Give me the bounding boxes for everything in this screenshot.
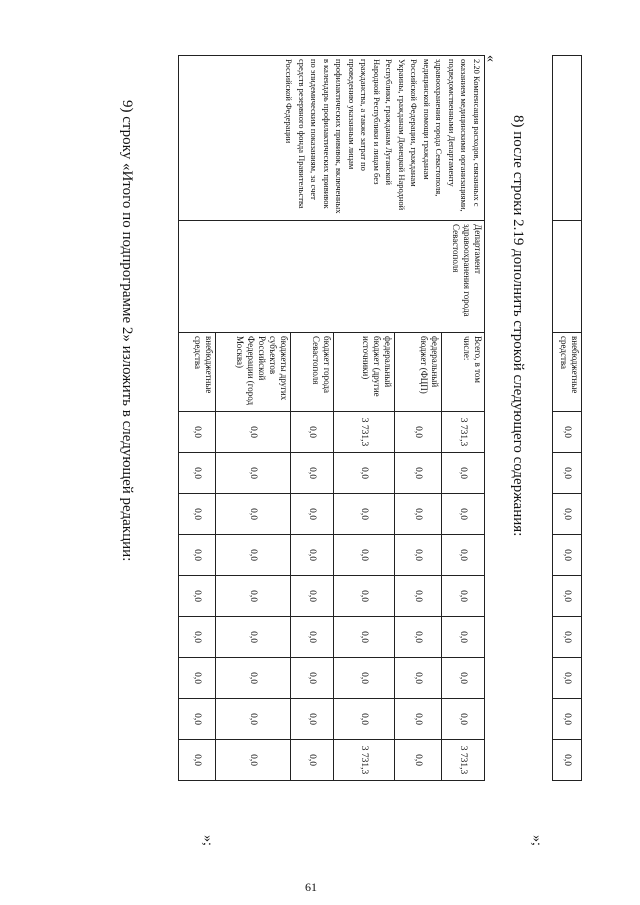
value-cell: 0,0 — [442, 658, 485, 699]
value-cell: 0,0 — [334, 535, 395, 576]
value-cell: 0,0 — [216, 535, 291, 576]
value-cell: 0,0 — [553, 494, 582, 535]
value-cell: 3 731,3 — [442, 412, 485, 453]
value-cell: 0,0 — [553, 535, 582, 576]
value-cell: 0,0 — [216, 576, 291, 617]
table-row — [553, 56, 582, 781]
value-cell: 0,0 — [179, 658, 216, 699]
value-cell: 0,0 — [442, 699, 485, 740]
value-cell: 0,0 — [553, 658, 582, 699]
value-cell: 0,0 — [291, 617, 334, 658]
value-cell: 0,0 — [553, 740, 582, 781]
value-cell: 0,0 — [334, 617, 395, 658]
value-cell: 0,0 — [553, 699, 582, 740]
value-cell: 0,0 — [334, 494, 395, 535]
value-cell: 0,0 — [442, 494, 485, 535]
value-cell: 0,0 — [179, 412, 216, 453]
value-cell: 0,0 — [442, 535, 485, 576]
value-cell: 0,0 — [395, 576, 442, 617]
source-label: внебюджетные средства — [179, 333, 216, 412]
value-cell: 0,0 — [395, 740, 442, 781]
value-cell: 0,0 — [395, 535, 442, 576]
value-cell: 0,0 — [334, 658, 395, 699]
value-cell: 0,0 — [216, 617, 291, 658]
value-cell: 0,0 — [216, 453, 291, 494]
value-cell: 0,0 — [395, 658, 442, 699]
value-cell: 0,0 — [291, 658, 334, 699]
source-label: бюджеты других субъектов Российской Федерации (город Москва) — [216, 333, 291, 412]
value-cell: 0,0 — [334, 453, 395, 494]
value-cell: 0,0 — [442, 576, 485, 617]
value-cell: 0,0 — [395, 617, 442, 658]
value-cell: 0,0 — [291, 699, 334, 740]
value-cell: 3 731,3 — [442, 740, 485, 781]
value-cell: 0,0 — [334, 699, 395, 740]
value-cell: 0,0 — [179, 494, 216, 535]
value-cell: 0,0 — [179, 617, 216, 658]
row-2-20-table — [178, 55, 485, 781]
table-row — [442, 56, 485, 781]
heading-item-8: 8) после строки 2.19 дополнить строкой следующего содержания: — [510, 115, 526, 537]
value-cell: 0,0 — [442, 617, 485, 658]
value-cell: 0,0 — [395, 494, 442, 535]
value-cell: 0,0 — [395, 453, 442, 494]
closing-quote-top: »; — [529, 835, 544, 846]
value-cell: 3 731,3 — [334, 412, 395, 453]
value-cell: 0,0 — [179, 453, 216, 494]
value-cell: 0,0 — [395, 699, 442, 740]
value-cell: 0,0 — [216, 412, 291, 453]
source-label: бюджет города Севастополя — [291, 333, 334, 412]
value-cell: 0,0 — [179, 699, 216, 740]
heading-item-9: 9) строку «Итого по подпрограмме 2» изложить в следующей редакции: — [119, 100, 135, 562]
source-label: Всего, в том числе: — [442, 333, 485, 412]
value-cell: 0,0 — [216, 699, 291, 740]
value-cell: 0,0 — [553, 617, 582, 658]
measure-name-cell: 2.20 Компенсация расходов, связанных с оказанием медицинскими организациями, подведомственными Департаменту здравоохранения города Севастополя, медицинской помощи гражданам Российской Федерации, гражданам Украины, гражданам Донецкой Народной Республики, гражданам Луганской Народной Республики и лицам без гражданства, а также затрат по проведению указанным лицам профилактических прививок, включенных в календарь профилактических прививок по эпидемическим показаниям, за счет средств резервного фонда Правительства Российской Федерации — [179, 56, 485, 221]
value-cell: 0,0 — [553, 412, 582, 453]
value-cell: 0,0 — [334, 576, 395, 617]
value-cell: 0,0 — [291, 740, 334, 781]
value-cell: 0,0 — [216, 494, 291, 535]
value-cell: 0,0 — [291, 453, 334, 494]
source-cell: внебюджетные средства — [553, 333, 582, 412]
value-cell: 0,0 — [179, 535, 216, 576]
executor-cell: Департамент здравоохранения города Севастополя — [179, 221, 485, 333]
value-cell: 0,0 — [553, 453, 582, 494]
name-cell — [553, 56, 582, 221]
value-cell: 0,0 — [291, 535, 334, 576]
value-cell: 0,0 — [442, 453, 485, 494]
value-cell: 0,0 — [216, 658, 291, 699]
opening-quote: « — [483, 55, 498, 62]
source-label: федеральный бюджет (другие источники) — [334, 333, 395, 412]
value-cell: 0,0 — [291, 576, 334, 617]
source-label: федеральный бюджет (ФЦП) — [395, 333, 442, 412]
value-cell: 0,0 — [291, 494, 334, 535]
closing-quote-bottom: »; — [200, 835, 215, 846]
value-cell: 3 731,3 — [334, 740, 395, 781]
page-number: 61 — [305, 880, 317, 894]
continuation-table — [552, 55, 582, 781]
executor-cell — [553, 221, 582, 333]
value-cell: 0,0 — [179, 740, 216, 781]
value-cell: 0,0 — [216, 740, 291, 781]
value-cell: 0,0 — [179, 576, 216, 617]
value-cell: 0,0 — [395, 412, 442, 453]
value-cell: 0,0 — [553, 576, 582, 617]
value-cell: 0,0 — [291, 412, 334, 453]
